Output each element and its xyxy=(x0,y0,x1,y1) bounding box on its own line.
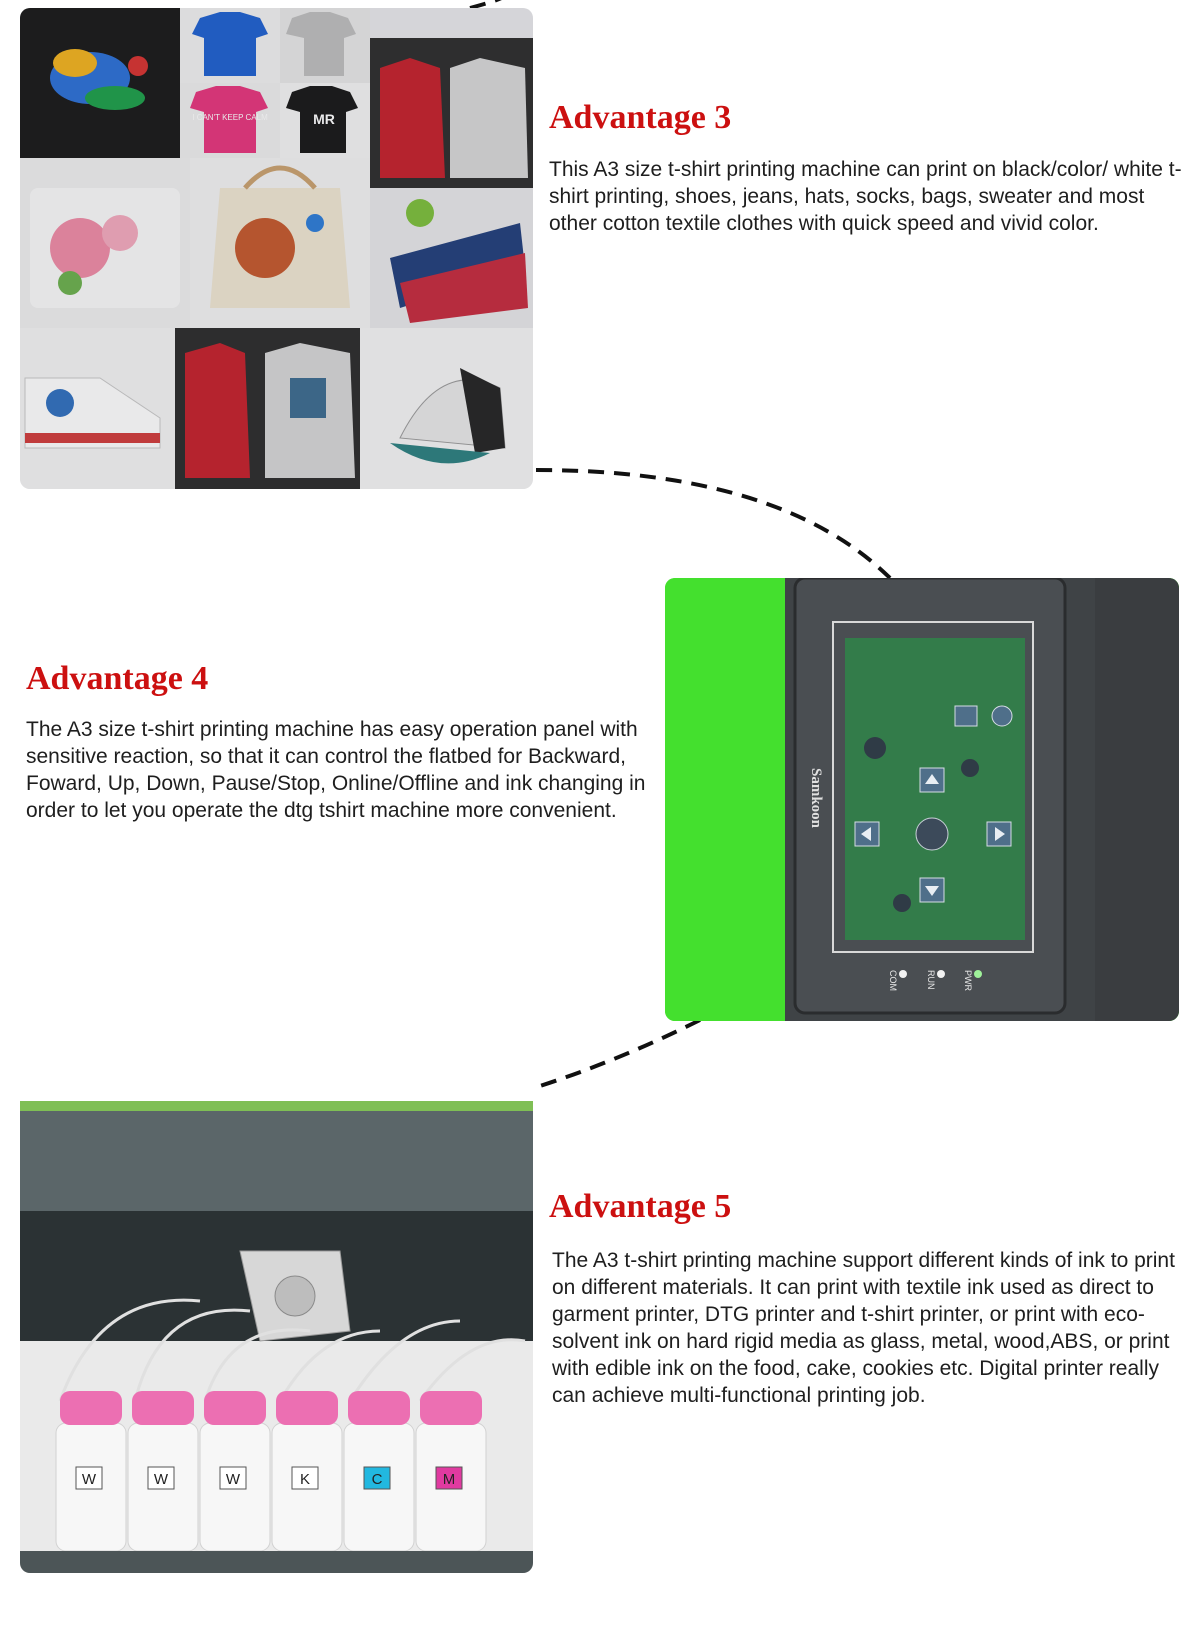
bottle-label: M xyxy=(442,1471,456,1488)
black-shirt-print: MR xyxy=(313,111,335,127)
pink-shirt-print: I CAN'T KEEP CALM xyxy=(192,113,268,122)
connector-top xyxy=(470,0,505,8)
ink-bottle xyxy=(56,1391,126,1551)
led-run-label: RUN xyxy=(926,970,936,990)
up-arrow-icon xyxy=(920,768,944,792)
advantage-4-title: Advantage 4 xyxy=(26,660,209,697)
led-pwr-label: PWR xyxy=(963,970,973,991)
ink-bottle xyxy=(272,1391,342,1551)
bottle-label: W xyxy=(81,1471,97,1488)
bottle-label: W xyxy=(153,1471,169,1488)
right-arrow-icon xyxy=(987,822,1011,846)
bottle-label: K xyxy=(299,1471,311,1488)
connector-panel-to-ink xyxy=(540,1020,700,1086)
down-arrow-icon xyxy=(920,878,944,902)
control-panel-image xyxy=(665,578,1179,1021)
advantage-3-text: This A3 size t-shirt printing machine can print on black/color/ white t-shirt printing, shoes, jeans, hats, socks, bags, sweater and most other cotton textile clothes with quick speed and vivid color. xyxy=(549,158,1182,235)
samkoon-brand-label: Samkoon xyxy=(808,767,824,829)
ink-bottle xyxy=(128,1391,198,1551)
left-arrow-icon xyxy=(855,822,879,846)
connector-collage-to-panel xyxy=(536,470,890,578)
advantage-4-text: The A3 size t-shirt printing machine has easy operation panel with sensitive reaction, so that it can control the flatbed for Backward, Foward, Up, Down, Pause/Stop, Online/Offline and ink changing in order to let you operate the dtg tshirt machine more convenient. xyxy=(26,718,646,822)
advantage-5-text: The A3 t-shirt printing machine support different kinds of ink to print on different materials. It can print with textile ink used as direct to garment printer, DTG printer and t-shirt printer, or print with eco-solvent ink on hard rigid media as glass, metal, wood,ABS, or print with edible ink on the food, cake, cookies etc. Digital printer really can achieve multi-functional printing job. xyxy=(552,1249,1175,1407)
advantage-5-title: Advantage 5 xyxy=(549,1188,732,1225)
pause-button-icon xyxy=(916,818,948,850)
ink-bottle xyxy=(200,1391,270,1551)
led-com-label: COM xyxy=(888,970,898,991)
bottle-label: C xyxy=(371,1471,383,1488)
ink-bottle xyxy=(344,1391,414,1551)
product-collage-image xyxy=(20,8,533,489)
advantage-3-title: Advantage 3 xyxy=(549,99,732,136)
bottle-label: W xyxy=(225,1471,241,1488)
ink-bottle xyxy=(416,1391,486,1551)
ink-bottles-image xyxy=(20,1101,533,1573)
